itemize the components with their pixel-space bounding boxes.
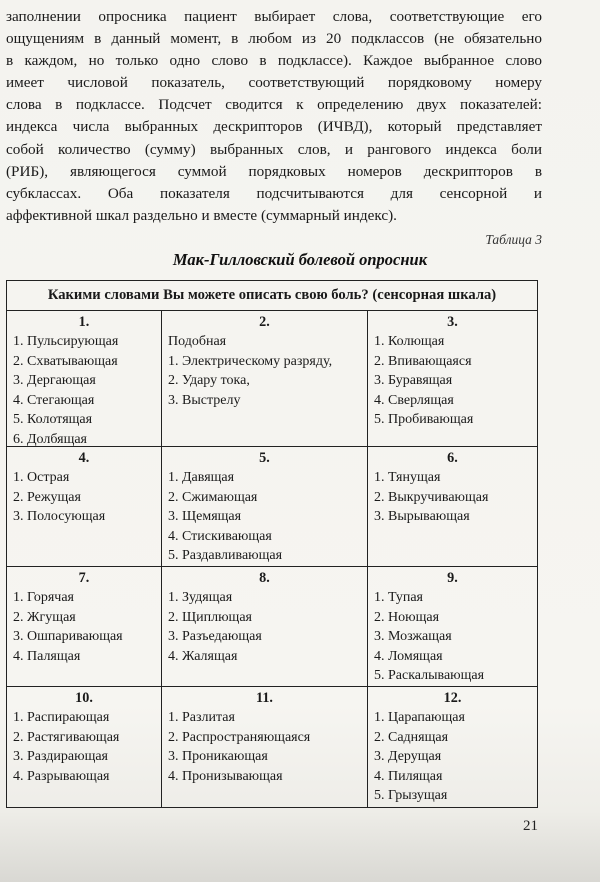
descriptor-item: 1. Колющая (374, 334, 445, 349)
descriptor-item: 2. Жгущая (13, 609, 76, 625)
descriptor-item: 5. Пробивающая (374, 412, 474, 427)
table-grid (7, 311, 537, 807)
table-cell (162, 687, 368, 807)
table-title: Мак-Гилловский болевой опросник (172, 250, 428, 269)
paragraph-line: собой количество (сумму) выбранных слов, и рангового индекса боли (6, 140, 542, 158)
descriptor-item: 3. Буравящая (374, 373, 453, 388)
table-cell (7, 567, 162, 687)
paragraph-line: субклассах. Оба показателя подсчитываются для сенсорной и (6, 184, 542, 202)
descriptor-item: 3. Раздирающая (13, 749, 108, 764)
descriptor-item: 5. Грызущая (374, 788, 448, 803)
pain-questionnaire-table (6, 280, 538, 808)
descriptor-item: 2. Удару тока, (168, 373, 250, 388)
subclass-number: 8. (259, 570, 270, 586)
table-cell (162, 311, 368, 447)
descriptor-item: 2. Щиплющая (168, 609, 252, 625)
table-cell (368, 447, 537, 567)
descriptor-item: 3. Полосующая (13, 509, 106, 524)
descriptor-item: 4. Ломящая (374, 648, 443, 664)
subclass-number: 10. (75, 690, 93, 706)
descriptor-item: 3. Выстрелу (168, 392, 241, 408)
descriptor-item: 2. Режущая (13, 489, 81, 505)
descriptor-item: 3. Проникающая (168, 749, 268, 764)
descriptor-item: 4. Палящая (13, 648, 81, 664)
descriptor-item: 1. Электрическому разряду, (168, 353, 333, 369)
descriptor-item: 1. Зудящая (168, 590, 233, 605)
subclass-number: 7. (78, 570, 90, 586)
descriptor-item: 5. Раскалывающая (374, 668, 485, 683)
table-cell (7, 687, 162, 807)
table-header: Какими словами Вы можете описать свою боль? (сенсорная шкала) (7, 281, 537, 311)
descriptor-item: 2. Растягивающая (13, 729, 120, 745)
subclass-number: 2. (259, 314, 270, 330)
descriptor-item: 5. Колотящая (13, 412, 93, 427)
descriptor-item: 5. Раздавливающая (168, 548, 283, 563)
descriptor-item: 2. Саднящая (374, 729, 449, 745)
descriptor-item: 2. Схватывающая (13, 353, 118, 369)
subclass-number: 11. (256, 690, 273, 706)
descriptor-item: 4. Сверлящая (374, 392, 454, 408)
descriptor-item: 1. Тупая (374, 590, 423, 605)
descriptor-item: 4. Стискивающая (168, 528, 272, 544)
descriptor-item: 4. Стегающая (13, 392, 95, 408)
descriptor-item: 3. Дерущая (374, 749, 442, 764)
table-cell (162, 567, 368, 687)
subclass-number: 6. (447, 450, 458, 466)
descriptor-item: 1. Давящая (168, 470, 235, 485)
paragraph-line: в каждом, но только одно слово в подклассе). Каждое выбранное слово (6, 52, 542, 70)
table-cell (368, 311, 537, 447)
descriptor-item: 2. Впивающаяся (374, 353, 472, 369)
table-cell (368, 687, 537, 807)
subclass-number: 9. (447, 570, 458, 586)
descriptor-item: 1. Острая (13, 470, 70, 485)
descriptor-item: 1. Царапающая (374, 710, 465, 725)
descriptor-item: 4. Пилящая (374, 768, 443, 784)
descriptor-item: 6. Долбящая (13, 431, 87, 447)
descriptor-item: 3. Дергающая (13, 373, 96, 388)
descriptor-item: 3. Щемящая (168, 509, 242, 524)
table-caption: Таблица 3 (485, 232, 542, 247)
descriptor-item: 2. Ноющая (374, 609, 440, 625)
descriptor-item: 2. Сжимающая (168, 489, 258, 505)
descriptor-item: 3. Вырывающая (374, 509, 470, 524)
body-paragraph (6, 6, 542, 227)
descriptor-item: 2. Распространяющаяся (168, 729, 311, 745)
subclass-number: 5. (259, 450, 270, 466)
subclass-number: 1. (78, 314, 90, 330)
descriptor-item: 3. Мозжащая (374, 629, 452, 644)
descriptor-item: 1. Пульсирующая (13, 334, 119, 349)
subclass-number: 3. (447, 314, 458, 330)
descriptor-item: 4. Жалящая (168, 648, 238, 664)
paragraph-line: слова в подклассе. Подсчет сводится к определению двух показателей: (6, 96, 542, 114)
paragraph-line: аффективной шкал раздельно и вместе (суммарный индекс). (6, 206, 397, 224)
subclass-number: 4. (78, 450, 90, 466)
descriptor-item: 4. Пронизывающая (168, 768, 283, 784)
descriptor-item: 4. Разрывающая (13, 768, 110, 784)
paragraph-line: ощущениям в данный момент, в любом из 20 подклассов (не обязательно (6, 30, 542, 48)
page-number: 21 (523, 818, 538, 834)
descriptor-item: 1. Горячая (13, 590, 74, 605)
paragraph-line: имеет числовой показатель, соответствующий порядковому номеру (6, 74, 542, 92)
descriptor-item: 1. Тянущая (374, 470, 441, 485)
table-cell (7, 311, 162, 447)
subclass-number: 12. (443, 690, 462, 706)
descriptor-item: 2. Выкручивающая (374, 489, 489, 505)
table-cell (368, 567, 537, 687)
descriptor-item: 3. Ошпаривающая (13, 629, 123, 644)
paragraph-line: заполнении опросника пациент выбирает слова, соответствующие его (6, 8, 542, 25)
paragraph-line: индекса числа выбранных дескрипторов (ИЧВД), который представляет (6, 118, 542, 136)
descriptor-item: 1. Разлитая (168, 710, 235, 725)
descriptor-item: Подобная (168, 334, 227, 349)
table-cell (162, 447, 368, 567)
descriptor-item: 1. Распирающая (13, 710, 110, 725)
descriptor-item: 3. Разъедающая (168, 629, 262, 644)
table-cell (7, 447, 162, 567)
paragraph-line: (РИБ), являющегося суммой порядковых номеров дескрипторов в (6, 162, 542, 180)
